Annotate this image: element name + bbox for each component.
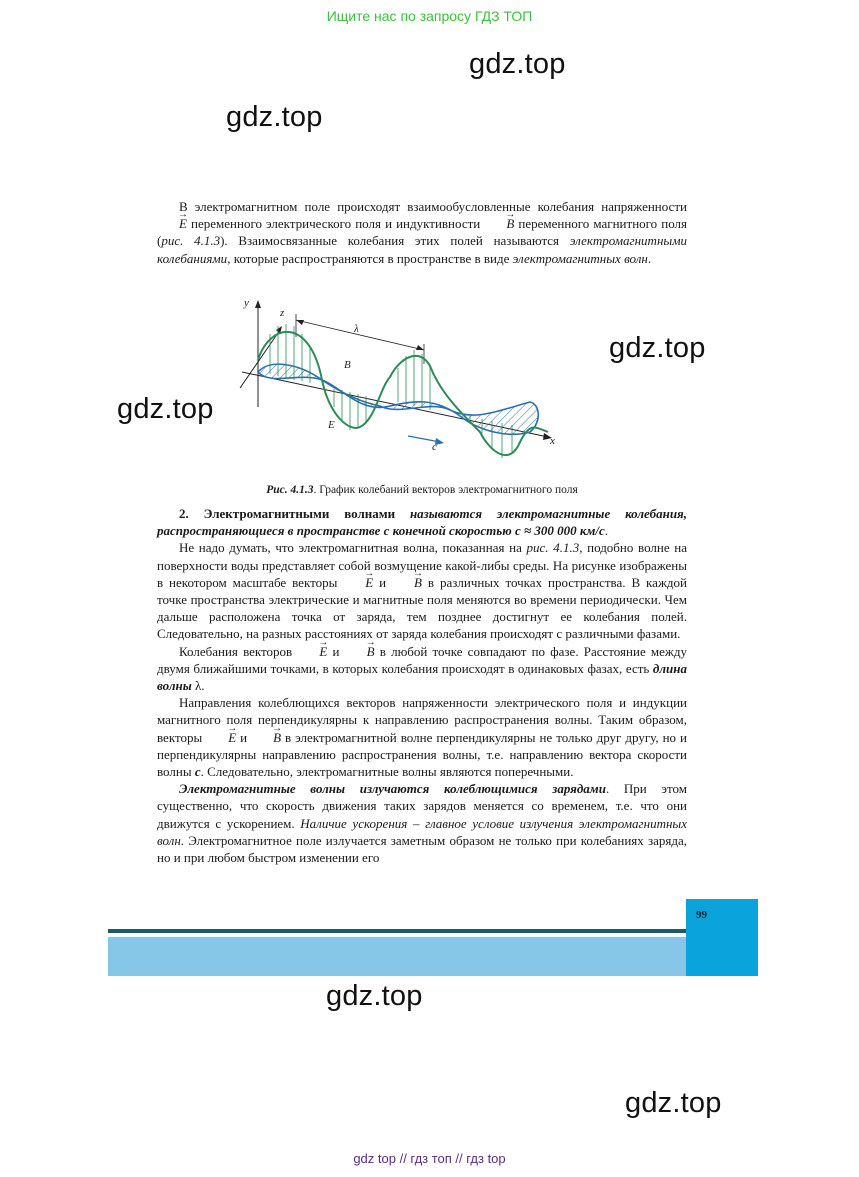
watermark: gdz.top [469,48,566,80]
watermark: gdz.top [609,332,706,364]
y-axis-label: y [244,297,249,309]
watermark: gdz.top [326,980,423,1012]
wavelength-label: λ [354,323,359,335]
footer-rule [108,929,686,933]
page-number: 99 [696,909,707,921]
watermark: gdz.top [117,393,214,425]
footer-band [108,937,686,976]
x-axis-label: x [550,435,555,447]
bottom-links[interactable]: gdz top // гдз топ // гдз top [353,1151,506,1166]
electric-field-lines [270,324,512,458]
search-hint-link[interactable]: Ищите нас по запросу ГДЗ ТОП [326,8,533,24]
page-number-box [686,899,758,976]
velocity-label: c [432,441,437,453]
z-axis-label: z [280,307,285,319]
em-wave-figure [230,292,570,472]
watermark: gdz.top [226,101,323,133]
intro-paragraph: В электромагнитном поле происходят взаимообусловленные колебания напряженности → E переменного электрического поля и индуктивности → B переменного магнитного поля (рис. 4.1.3). Взаимосвязанные колебания этих полей называются электромагнитными колебаниями, которые распространяются в пространстве в виде электромагнитных волн. [157,198,687,267]
main-text: 2. Электромагнитными волнами называются электромагнитные колебания, распространяющиеся в пространстве с конечной скоростью c ≈ 300 000 км/с. Не надо думать, что электромагнитная волна, показанная на рис. 4.1.3, подобно волне на поверхности воды представляет собой возмущение какой-либы среды. На рисунке изображены в некотором масштабе векторы → E и → B в различных точках пространства. В каждой точке пространства электрические и магнитные поля меняются во времени периодически. Чем дальше расположена точка от заряда, тем позднее достигнут ее колебания полей. Следовательно, на разных расстояниях от заряда колебания происходят с различными фазами. Колебания векторов → E и → B в любой точке совпадают по фазе. Расстояние между двумя ближайшими точками, в которых колебания происходят в одинаковых фазах, есть длина волны λ. Направления колеблющихся векторов напряженности электрического поля и индукции магнитного поля перпендикулярны к направлению распространения волны. Таким образом, векторы → E и → B в электромагнитной волне перпендикулярны не только друг другу, но и перпендикулярны направлению распространения волны, т.е. направлению вектора скорости волны c. Следовательно, электромагнитные волны являются поперечными. Электромагнитные волны излучаются колеблющимися зарядами. При этом существенно, что скорость движения таких зарядов меняется со временем, т.е. что они движутся с ускорением. Наличие ускорения – главное условие излучения электромагнитных волн. Электромагнитное поле излучается заметным образом не только при колебаниях заряда, но и при любом быстром изменении его [157,505,687,866]
electric-wave [258,332,548,455]
e-vector-label: E [328,419,335,431]
b-vector-label: B [344,359,351,371]
watermark: gdz.top [625,1087,722,1119]
figure-caption: Рис. 4.1.3. График колебаний векторов электромагнитного поля [266,484,578,496]
